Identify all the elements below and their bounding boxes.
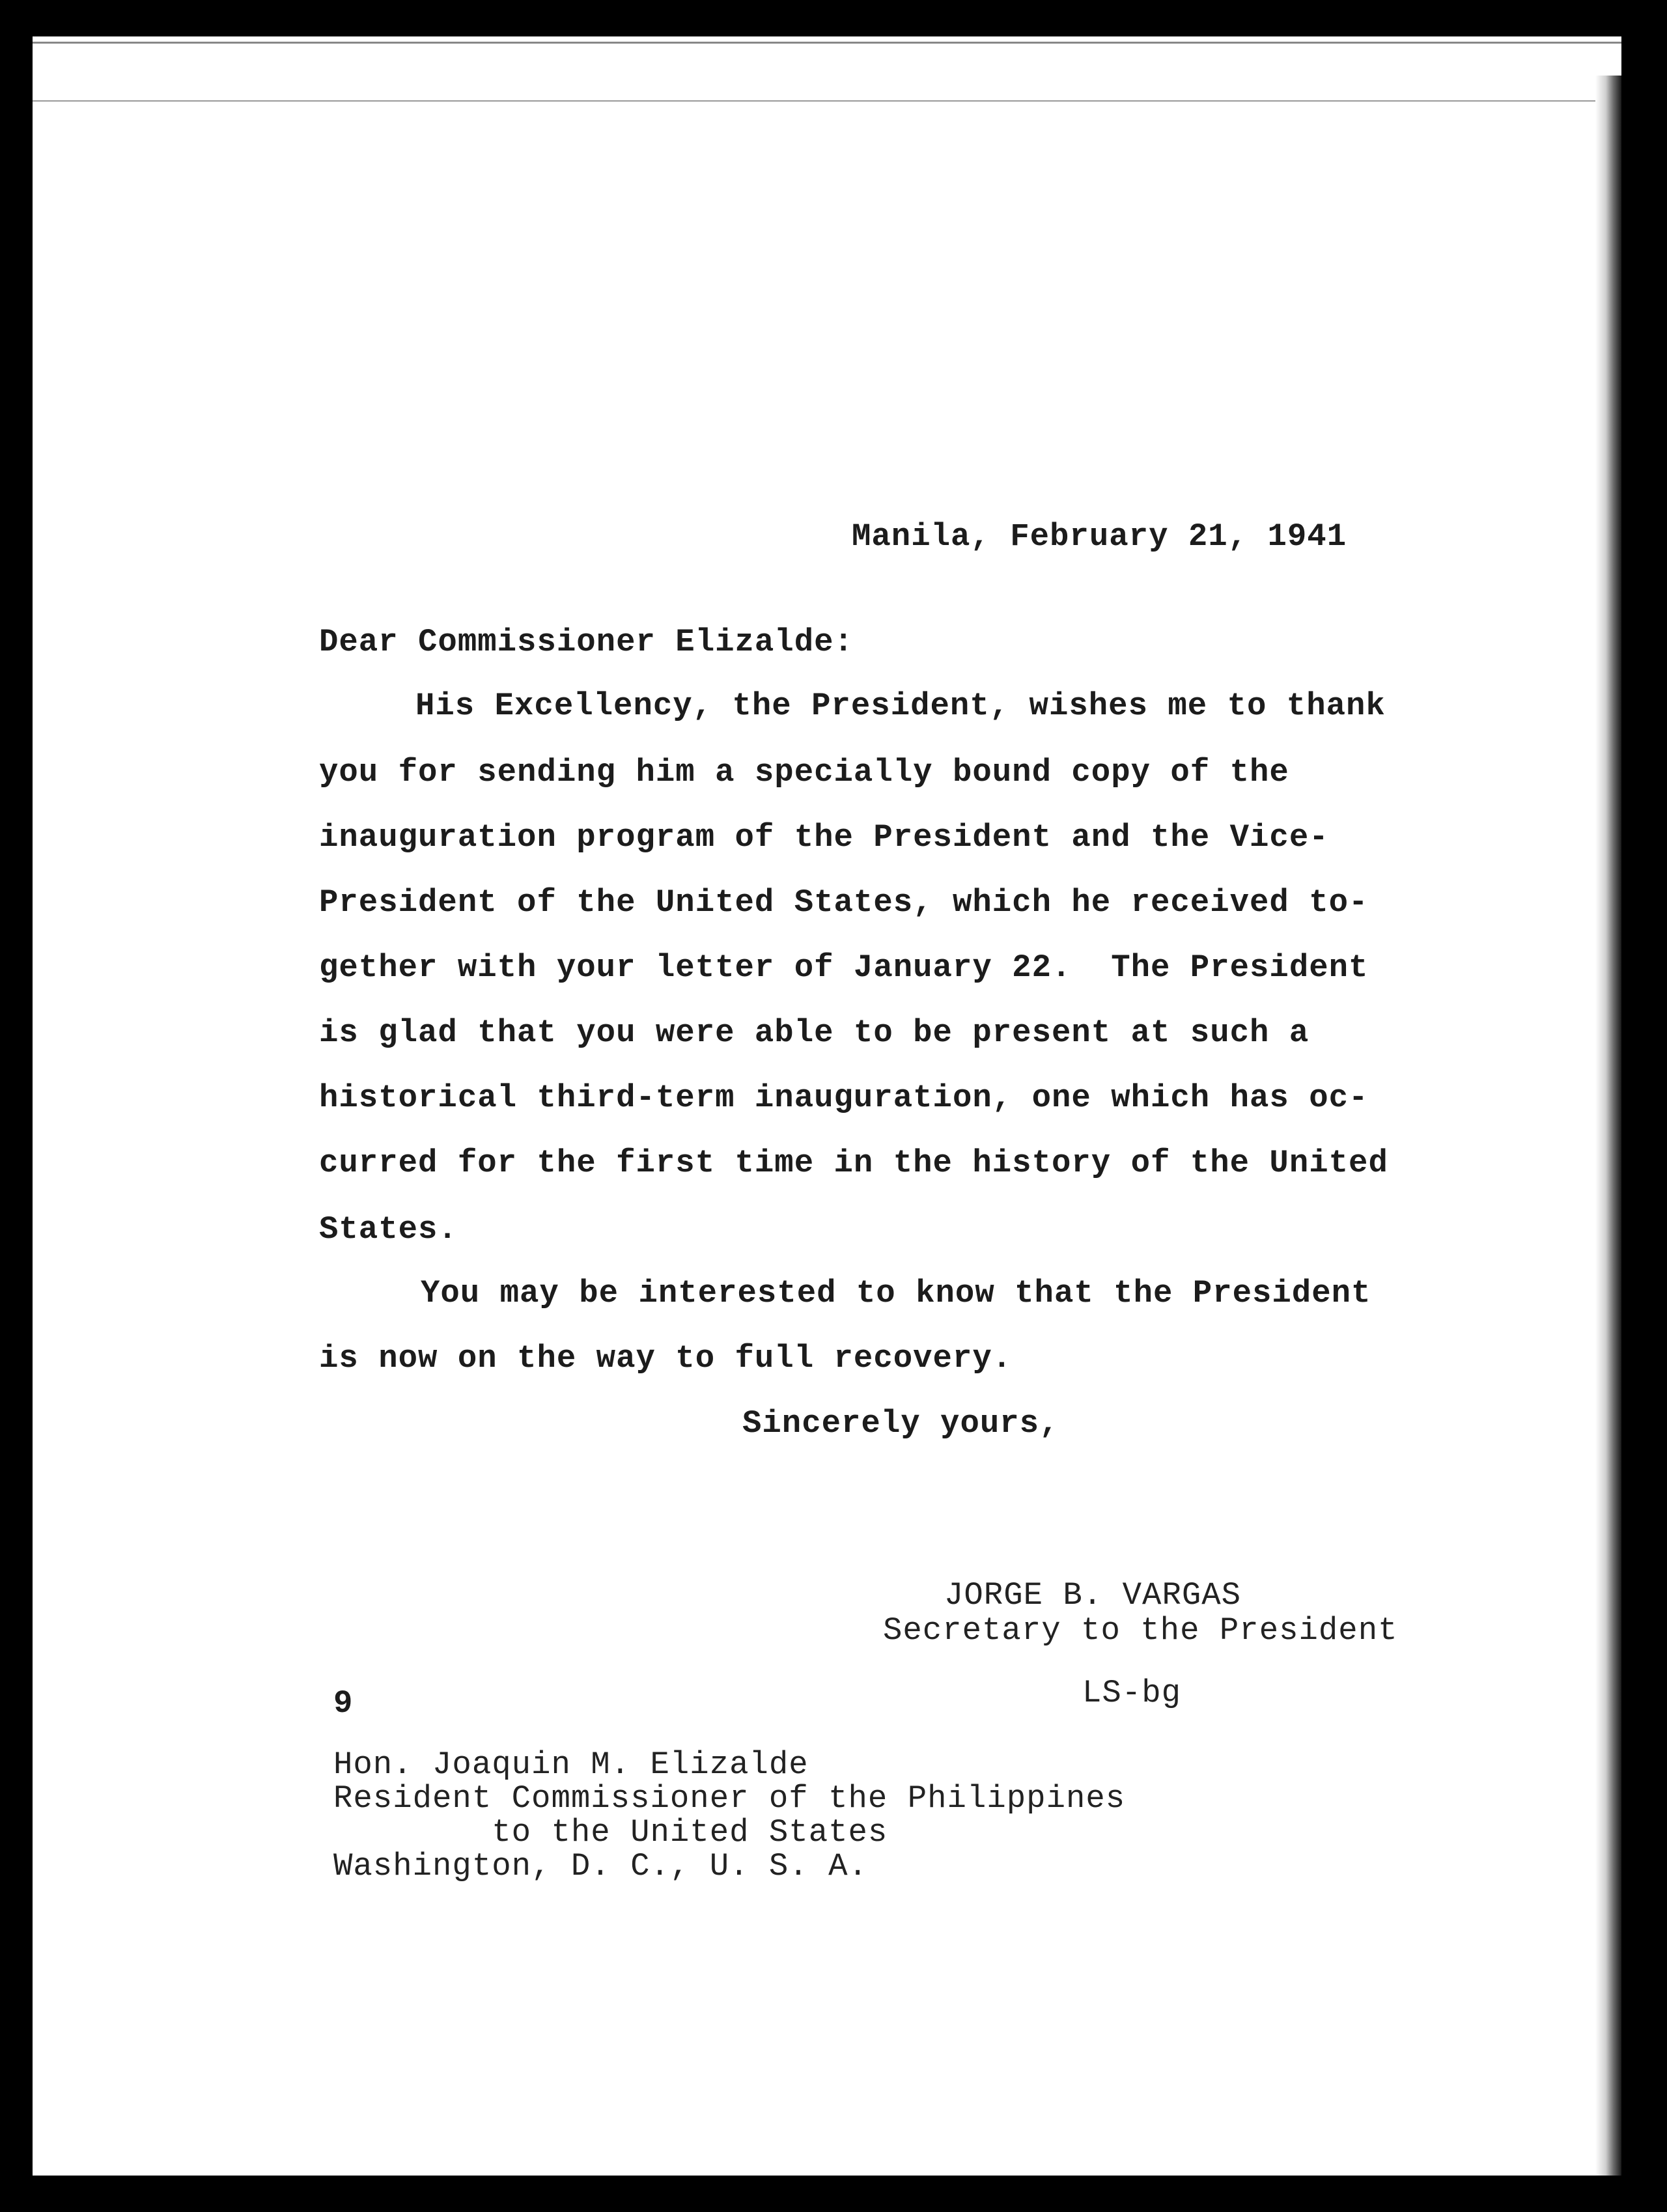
paragraph-1-line-7: historical third-term inauguration, one which has oc-: [319, 1080, 1369, 1116]
top-paper-edge: [33, 42, 1621, 44]
paragraph-1-line-6: is glad that you were able to be present at such a: [319, 1015, 1310, 1051]
recipient-line-4: Washington, D. C., U. S. A.: [333, 1848, 868, 1884]
reference-number: 9: [333, 1685, 354, 1722]
paragraph-1-line-9: States.: [319, 1211, 458, 1248]
closing: Sincerely yours,: [742, 1405, 1059, 1442]
paragraph-2-line-2: is now on the way to full recovery.: [319, 1340, 1013, 1377]
right-paper-edge: [1595, 76, 1621, 2176]
typist-initials: LS-bg: [1082, 1675, 1182, 1711]
salutation: Dear Commissioner Elizalde:: [319, 624, 854, 660]
paragraph-1-line-5: gether with your letter of January 22. The President: [319, 949, 1369, 986]
paragraph-1-line-4: President of the United States, which he received to-: [319, 884, 1369, 921]
paragraph-1-line-2: you for sending him a specially bound copy of the: [319, 754, 1289, 791]
paragraph-1-line-8: curred for the first time in the history of the United: [319, 1145, 1388, 1181]
dateline: Manila, February 21, 1941: [852, 518, 1347, 555]
signer-name: JORGE B. VARGAS: [944, 1577, 1242, 1614]
paragraph-2-line-1: You may be interested to know that the President: [421, 1275, 1371, 1311]
recipient-line-3: to the United States: [333, 1814, 888, 1851]
letter-page: [33, 36, 1621, 2176]
recipient-line-1: Hon. Joaquin M. Elizalde: [333, 1746, 809, 1783]
recipient-line-2: Resident Commissioner of the Philippines: [333, 1780, 1126, 1817]
top-paper-edge-second: [33, 100, 1621, 102]
paragraph-1-line-1: His Excellency, the President, wishes me to thank: [415, 688, 1386, 724]
paragraph-1-line-3: inauguration program of the President and the Vice-: [319, 819, 1329, 856]
signer-title: Secretary to the President: [883, 1612, 1398, 1649]
